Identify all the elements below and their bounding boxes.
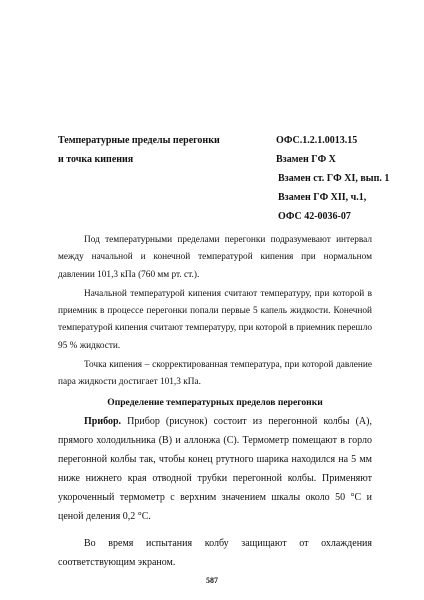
title-line-2: и точка кипения [58,154,134,165]
title-line-1: Температурные пределы перегонки [58,135,220,146]
paragraph-screen: Во время испытания колбу защищают от охлаждения соответствующим экраном. [58,537,372,568]
section-heading: Определение температурных пределов перегонки [107,396,323,408]
article-title [58,131,220,169]
paragraph-definition: Под температурными пределами перегонки подразумевают интервал между начальной и конечной температурой кипения при нормальном давлении 101,3 кПа (760 мм рт. ст.). [58,235,372,280]
code-replaces-gf-x: Взамен ГФ X [276,154,336,165]
code-replaces-gf-xi: Взамен ст. ГФ XI, вып. 1 [278,173,390,184]
article-codes [276,131,389,226]
device-text: Прибор (рисунок) состоит из перегонной колбы (А), прямого холодильника (В) и аллонжа (С). Термометр помещают в горло перегонной колбы так, чтобы конец ртутного шарика находился на 5 мм ниже нижнего края отводной трубки перегонной колбы. Применяют укороченный термометр с верхним значением шкалы около 50 °С и ценой деления 0,2 °С. [58,415,372,522]
code-ofs: ОФС.1.2.1.0013.15 [276,135,358,146]
device-lead: Прибор. [84,415,122,427]
page-number: 587 [206,576,218,585]
code-replaces-gf-xii: Взамен ГФ XII, ч.1, [278,192,367,203]
paragraph-boiling-point: Точка кипения – скорректированная температура, при которой давление пара жидкости достигает 101,3 кПа. [58,360,372,388]
paragraph-device [58,412,372,526]
paragraph-start-end-temperature: Начальной температурой кипения считают температуру, при которой в приемник в процессе перегонки попали первые 5 капель жидкости. Конечной температурой кипения считают температуру, при которой в приемник перешло 95 % жидкости. [58,288,372,351]
article-body [58,232,372,572]
code-ofs-old: ОФС 42-0036-07 [278,211,351,222]
